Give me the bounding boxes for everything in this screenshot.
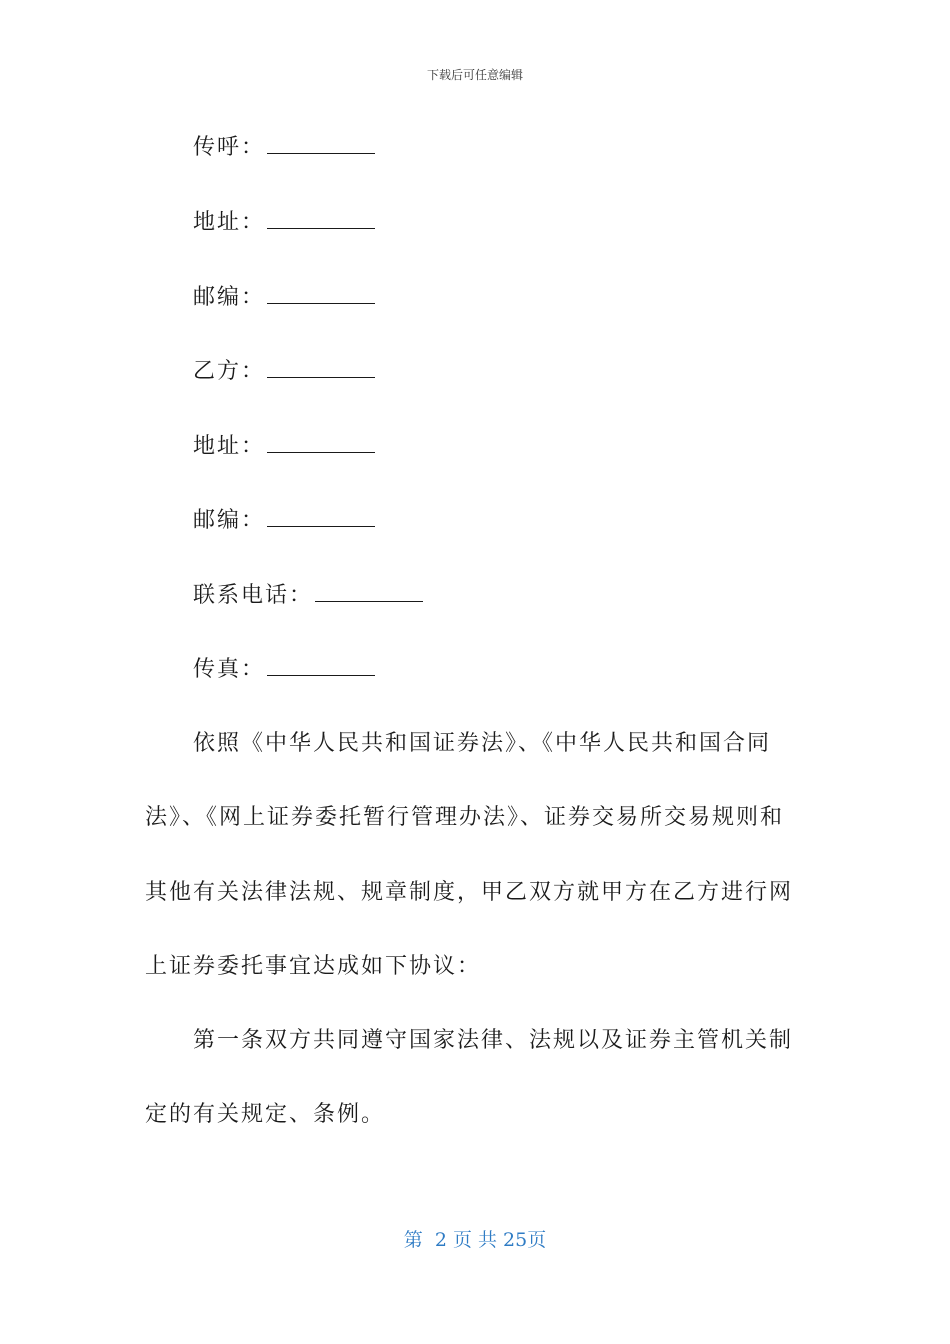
- fill-in-blank: [267, 504, 375, 527]
- party-b-postcode-field: [193, 504, 375, 536]
- fill-in-blank: [315, 579, 423, 602]
- phone-field: [193, 579, 423, 611]
- party-b-address-field: [193, 430, 375, 462]
- fax-field: [193, 653, 375, 685]
- fill-in-blank: [267, 281, 375, 304]
- field-label: 联系电话：: [193, 583, 314, 608]
- postcode-field: [193, 281, 375, 313]
- pager-field: [193, 131, 375, 163]
- party-b-field: [193, 355, 375, 387]
- fill-in-blank: [267, 653, 375, 676]
- fill-in-blank: [267, 430, 375, 453]
- field-label: 乙方：: [193, 359, 266, 384]
- field-label: 地址：: [193, 210, 266, 235]
- fill-in-blank: [267, 355, 375, 378]
- field-label: 邮编：: [193, 285, 266, 310]
- fill-in-blank: [267, 206, 375, 229]
- article-one: 第一条双方共同遵守国家法律、法规以及证券主管机关制定的有关规定、条例。: [145, 1028, 794, 1128]
- page-header: 下载后可任意编辑: [426, 68, 523, 82]
- address-field: [193, 206, 375, 238]
- fill-in-blank: [267, 131, 375, 154]
- field-label: 地址：: [193, 434, 266, 459]
- page-number: 第 2 页 共 25页: [403, 1229, 547, 1251]
- field-label: 传呼：: [193, 135, 266, 160]
- agreement-preamble: 依照《中华人民共和国证券法》、《中华人民共和国合同法》、《网上证券委托暂行管理办法》、证券交易所交易规则和其他有关法律法规、规章制度，甲乙双方就甲方在乙方进行网上证券委托事宜达成如下协议：: [145, 731, 794, 979]
- field-label: 传真：: [193, 657, 266, 682]
- field-label: 邮编：: [193, 508, 266, 533]
